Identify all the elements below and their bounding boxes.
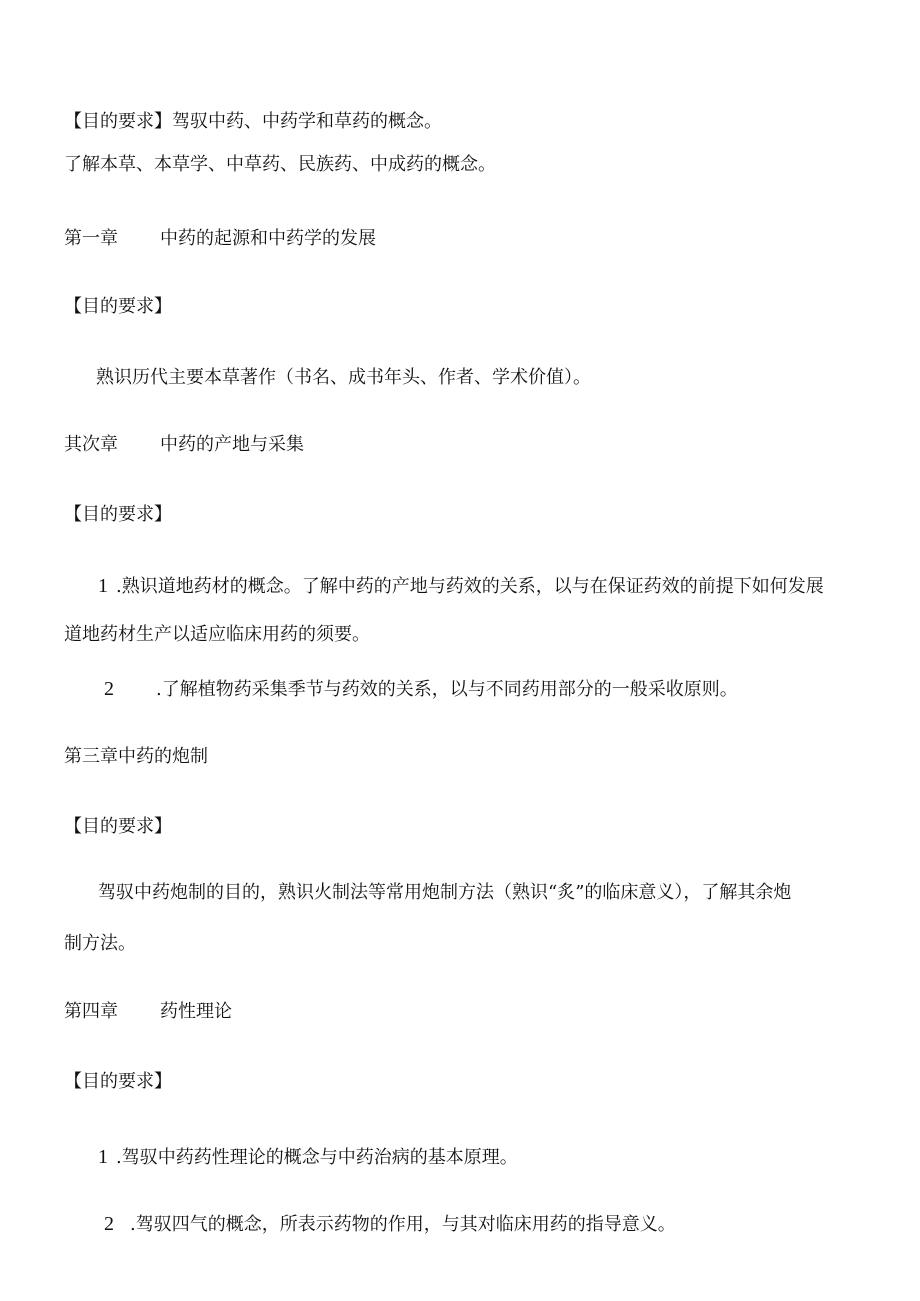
chapter-2-item-2 [104, 676, 738, 703]
chapter-4-title: 药性理论 [160, 1001, 232, 1022]
intro-line-2: 了解本草、本草学、中草药、民族药、中成药的概念。 [64, 154, 496, 175]
chapter-4-item-1-number: 1 [98, 1146, 108, 1168]
chapter-2-number: 其次章 [64, 434, 118, 455]
chapter-4-item-2-number: 2 [104, 1213, 114, 1235]
chapter-3-body-line-1: 驾驭中药炮制的目的，熟识火制法等常用炮制方法（熟识“炙”的临床意义），了解其余炮 [98, 882, 792, 903]
chapter-2-item-2-text: .了解植物药采集季节与药效的关系，以与不同药用部分的一般采收原则。 [156, 679, 738, 700]
chapter-2-item-2-number: 2 [104, 678, 114, 700]
chapter-2-item-1-number: 1 [98, 575, 108, 597]
chapter-1-heading [64, 226, 376, 252]
chapter-2-heading [64, 432, 304, 458]
chapter-2-requirement-heading: 【目的要求】 [64, 504, 172, 525]
chapter-4-number: 第四章 [64, 1001, 118, 1022]
chapter-1-requirement-heading: 【目的要求】 [64, 296, 172, 317]
chapter-4-item-1 [98, 1144, 518, 1171]
chapter-4-heading [64, 999, 232, 1025]
chapter-4-item-2 [104, 1211, 676, 1238]
chapter-2-item-1-text: .熟识道地药材的概念。了解中药的产地与药效的关系，以与在保证药效的前提下如何发展 [116, 576, 824, 597]
chapter-2-item-1-line-2: 道地药材生产以适应临床用药的须要。 [64, 624, 370, 645]
chapter-4-item-2-text: .驾驭四气的概念，所表示药物的作用，与其对临床用药的指导意义。 [130, 1214, 676, 1235]
chapter-3-requirement-heading: 【目的要求】 [64, 816, 172, 837]
chapter-2-title: 中药的产地与采集 [160, 434, 304, 455]
chapter-1-number: 第一章 [64, 228, 118, 249]
chapter-3-body-line-2: 制方法。 [64, 933, 136, 954]
chapter-4-item-1-text: .驾驭中药药性理论的概念与中药治病的基本原理。 [116, 1147, 518, 1168]
chapter-2-item-1-line-1 [98, 573, 824, 600]
chapter-4-requirement-heading: 【目的要求】 [64, 1071, 172, 1092]
chapter-1-body: 熟识历代主要本草著作（书名、成书年头、作者、学术价值）。 [96, 367, 591, 388]
intro-line-1: 【目的要求】驾驭中药、中药学和草药的概念。 [64, 111, 442, 132]
chapter-3-heading: 第三章中药的炮制 [64, 746, 208, 767]
chapter-1-title: 中药的起源和中药学的发展 [160, 228, 376, 249]
